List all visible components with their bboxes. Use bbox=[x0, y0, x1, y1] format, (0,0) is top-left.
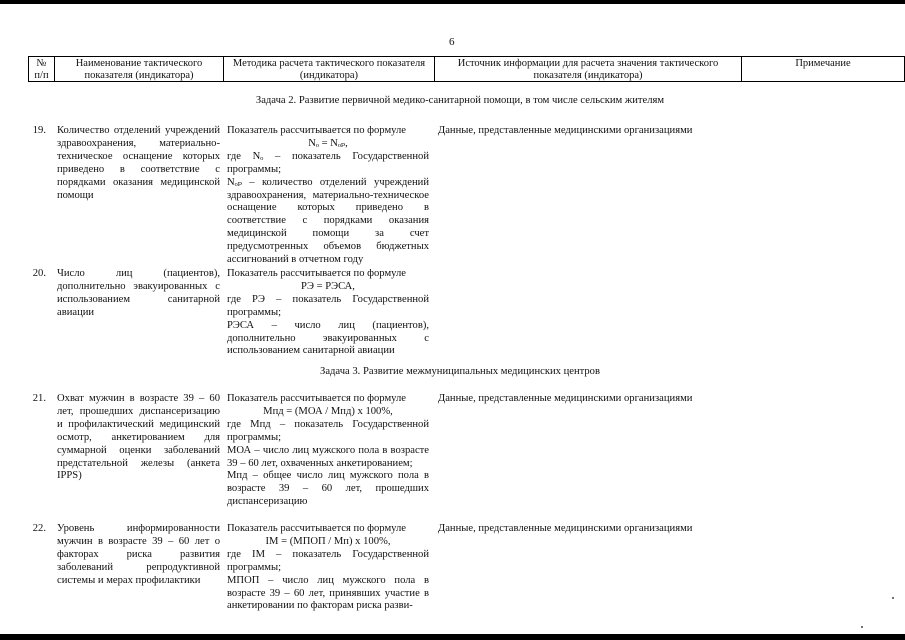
method-definition: MПОП – число лиц мужского пола в возрасте 39 – 60 лет, принявших участие в анкетировании по факторам риска разви- bbox=[227, 574, 429, 612]
section-heading-task3: Задача 3. Развитие межмуниципальных медицинских центров bbox=[320, 366, 600, 377]
bottom-border bbox=[0, 634, 905, 640]
indicator-name: Охват мужчин в возрасте 39 – 60 лет, прошедших диспансеризацию и профилактический медицинский осмотр, анкетированием для суммарной оценки заболеваний предстательной железы (анкета IPPS) bbox=[57, 393, 220, 482]
indicator-method bbox=[227, 523, 429, 613]
header-num: № п/п bbox=[29, 57, 55, 82]
scan-speck bbox=[892, 597, 894, 599]
indicator-method bbox=[227, 125, 429, 267]
method-definition: MОА – число лиц мужского пола в возрасте 39 – 60 лет, охваченных анкетированием; bbox=[227, 444, 429, 469]
header-method: Методика расчета тактического показателя (индикатора) bbox=[224, 57, 435, 82]
method-definition: Nₒₚ – количество отделений учреждений здравоохранения, материально-техническое оснащение которых приведено в соответствие с порядками оказания медицинской помощи за счет предусмотренных объемов бюджетных ассигнований в отчетном году bbox=[227, 176, 429, 266]
method-definition: PЭСА – число лиц (пациентов), дополнительно эвакуированных с использованием санитарной авиации bbox=[227, 319, 429, 357]
method-definition: где IM – показатель Государственной программы; bbox=[227, 548, 429, 573]
method-definition: Mпд – общее число лиц мужского пола в возрасте 39 – 60 лет, прошедших диспансеризацию bbox=[227, 470, 429, 508]
method-definition: где Mпд – показатель Государственной программы; bbox=[227, 418, 429, 443]
indicator-source: Данные, представленные медицинскими организациями bbox=[438, 125, 693, 136]
indicator-method bbox=[227, 268, 429, 358]
method-formula: IM = (MПОП / Mп) x 100%, bbox=[265, 535, 391, 547]
page-number: 6 bbox=[449, 36, 455, 48]
indicator-source: Данные, представленные медицинскими организациями bbox=[438, 523, 693, 534]
table-header bbox=[28, 56, 905, 82]
method-definition: где Nₒ – показатель Государственной программы; bbox=[227, 150, 429, 175]
method-intro: Показатель рассчитывается по формуле bbox=[227, 125, 406, 136]
method-formula: Nₒ = Nₒₚ, bbox=[308, 137, 348, 149]
method-formula: PЭ = PЭСА, bbox=[301, 280, 355, 292]
row-number: 20. bbox=[32, 268, 46, 279]
method-intro: Показатель рассчитывается по формуле bbox=[227, 268, 406, 279]
method-intro: Показатель рассчитывается по формуле bbox=[227, 523, 406, 534]
section-heading-task2: Задача 2. Развитие первичной медико-санитарной помощи, в том числе сельским жителям bbox=[255, 95, 665, 106]
row-number: 19. bbox=[32, 125, 46, 136]
indicator-name: Число лиц (пациентов), дополнительно эвакуированных с использованием санитарной авиации bbox=[57, 268, 220, 318]
row-number: 22. bbox=[32, 523, 46, 534]
indicator-source: Данные, представленные медицинскими организациями bbox=[438, 393, 693, 404]
method-formula: Mпд = (MОА / Mпд) x 100%, bbox=[263, 405, 393, 417]
indicator-method bbox=[227, 393, 429, 509]
scan-speck bbox=[861, 626, 863, 628]
indicator-name: Количество отделений учреждений здравоохранения, материально-техническое оснащение которых приведено в соответствие с порядками оказания медицинской помощи bbox=[57, 125, 220, 201]
row-number: 21. bbox=[32, 393, 46, 404]
header-note: Примечание bbox=[742, 57, 905, 82]
header-name: Наименование тактического показателя (индикатора) bbox=[55, 57, 224, 82]
indicator-name: Уровень информированности мужчин в возрасте 39 – 60 лет о факторах риска развития заболеваний репродуктивной системы и мерах профилактики bbox=[57, 523, 220, 586]
top-border bbox=[0, 0, 905, 4]
method-intro: Показатель рассчитывается по формуле bbox=[227, 393, 406, 404]
header-source: Источник информации для расчета значения тактического показателя (индикатора) bbox=[435, 57, 742, 82]
method-definition: где PЭ – показатель Государственной программы; bbox=[227, 293, 429, 318]
